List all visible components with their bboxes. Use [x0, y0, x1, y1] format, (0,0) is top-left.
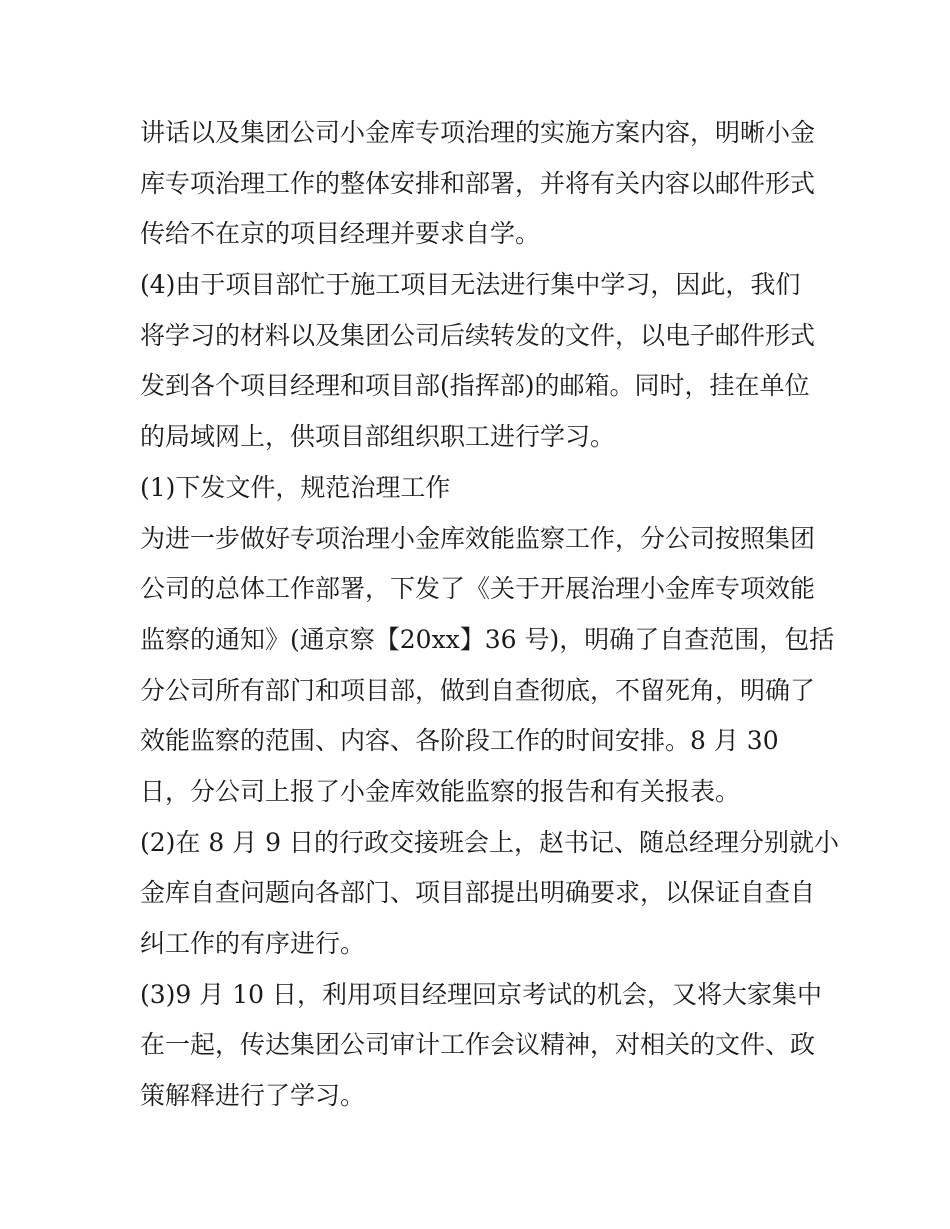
text-line: 日，分公司上报了小金库效能监察的报告和有关报表。 [140, 776, 741, 806]
section-heading: (1)下发文件，规范治理工作 [140, 472, 451, 502]
text-line: 为进一步做好专项治理小金库效能监察工作，分公司按照集团 [140, 523, 816, 553]
text-line: 公司的总体工作部署，下发了《关于开展治理小金库专项效能 [140, 574, 816, 604]
text-line: 监察的通知》(通京察【20xx】36 号)，明确了自查范围，包括 [140, 624, 835, 654]
text-line: 在一起，传达集团公司审计工作会议精神，对相关的文件、政 [140, 1030, 816, 1060]
text-line: 将学习的材料以及集团公司后续转发的文件，以电子邮件形式 [140, 320, 816, 350]
text-line: 金库自查问题向各部门、项目部提出明确要求，以保证自查自 [140, 878, 816, 908]
text-line: 纠工作的有序进行。 [140, 929, 366, 958]
text-line: 传给不在京的项目经理并要求自学。 [140, 219, 541, 249]
text-line: 的局域网上，供项目部组织职工进行学习。 [140, 422, 616, 452]
text-line: 库专项治理工作的整体安排和部署，并将有关内容以邮件形式 [140, 168, 816, 198]
text-line: 讲话以及集团公司小金库专项治理的实施方案内容，明晰小金 [140, 118, 816, 147]
text-line: 分公司所有部门和项目部，做到自查彻底，不留死角，明确了 [140, 675, 816, 705]
text-line: (4)由于项目部忙于施工项目无法进行集中学习，因此，我们 [140, 270, 801, 300]
text-line: (2)在 8 月 9 日的行政交接班会上，赵书记、随总经理分别就小 [140, 827, 840, 857]
text-line: 策解释进行了学习。 [140, 1081, 366, 1111]
text-line: (3)9 月 10 日，利用项目经理回京考试的机会，又将大家集中 [140, 979, 822, 1009]
text-line: 效能监察的范围、内容、各阶段工作的时间安排。8 月 30 [140, 726, 779, 756]
body-text [140, 108, 840, 1122]
text-line: 发到各个项目经理和项目部(指挥部)的邮箱。同时，挂在单位 [140, 371, 810, 401]
